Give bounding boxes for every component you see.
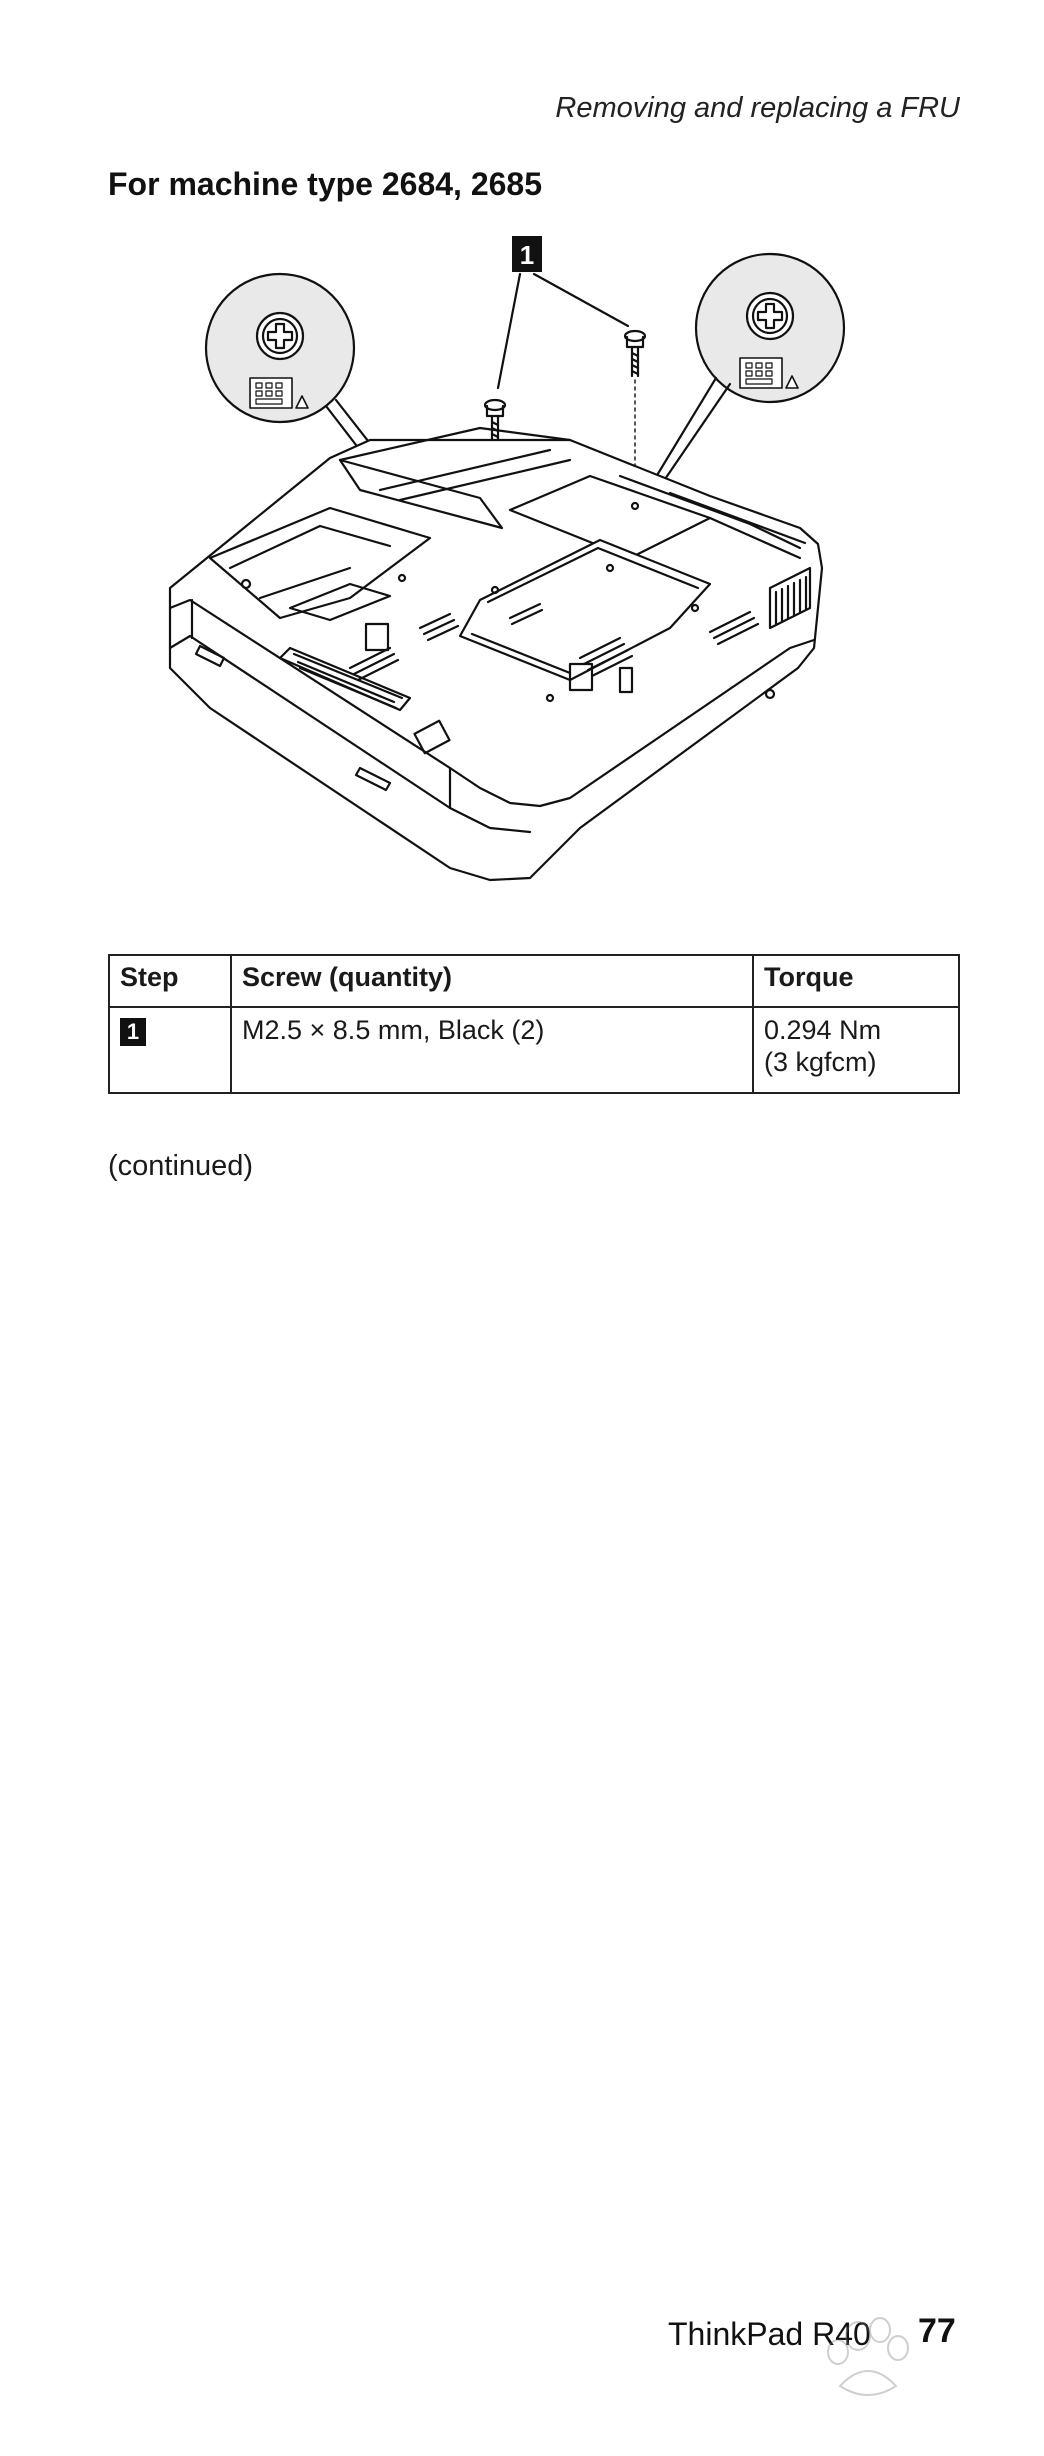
torque-table	[108, 954, 960, 1094]
cell-screw: M2.5 × 8.5 mm, Black (2)	[231, 1007, 753, 1093]
running-header: Removing and replacing a FRU	[555, 92, 960, 124]
cell-step	[109, 1007, 231, 1093]
header-step: Step	[109, 955, 231, 1007]
header-screw: Screw (quantity)	[231, 955, 753, 1007]
footer-product: ThinkPad R40	[668, 2316, 871, 2352]
table-header-row	[109, 955, 959, 1007]
header-torque: Torque	[753, 955, 959, 1007]
step-badge: 1	[120, 1018, 146, 1046]
torque-value-alt: (3 kgfcm)	[764, 1047, 877, 1077]
screw-right	[625, 331, 645, 376]
section-title: For machine type 2684, 2685	[108, 166, 542, 202]
cell-torque	[753, 1007, 959, 1093]
table-row	[109, 1007, 959, 1093]
watermark-logo	[740, 2296, 990, 2436]
laptop-bottom-illustration	[150, 228, 910, 908]
magnifier-right	[696, 254, 844, 402]
torque-value: 0.294 Nm	[764, 1015, 882, 1045]
page-number: 77	[918, 2312, 956, 2350]
screw-left	[485, 400, 505, 444]
callout-label: 1	[519, 240, 535, 270]
laptop-chassis	[170, 428, 822, 880]
continued-note: (continued)	[108, 1150, 254, 1182]
magnifier-left	[206, 274, 354, 422]
